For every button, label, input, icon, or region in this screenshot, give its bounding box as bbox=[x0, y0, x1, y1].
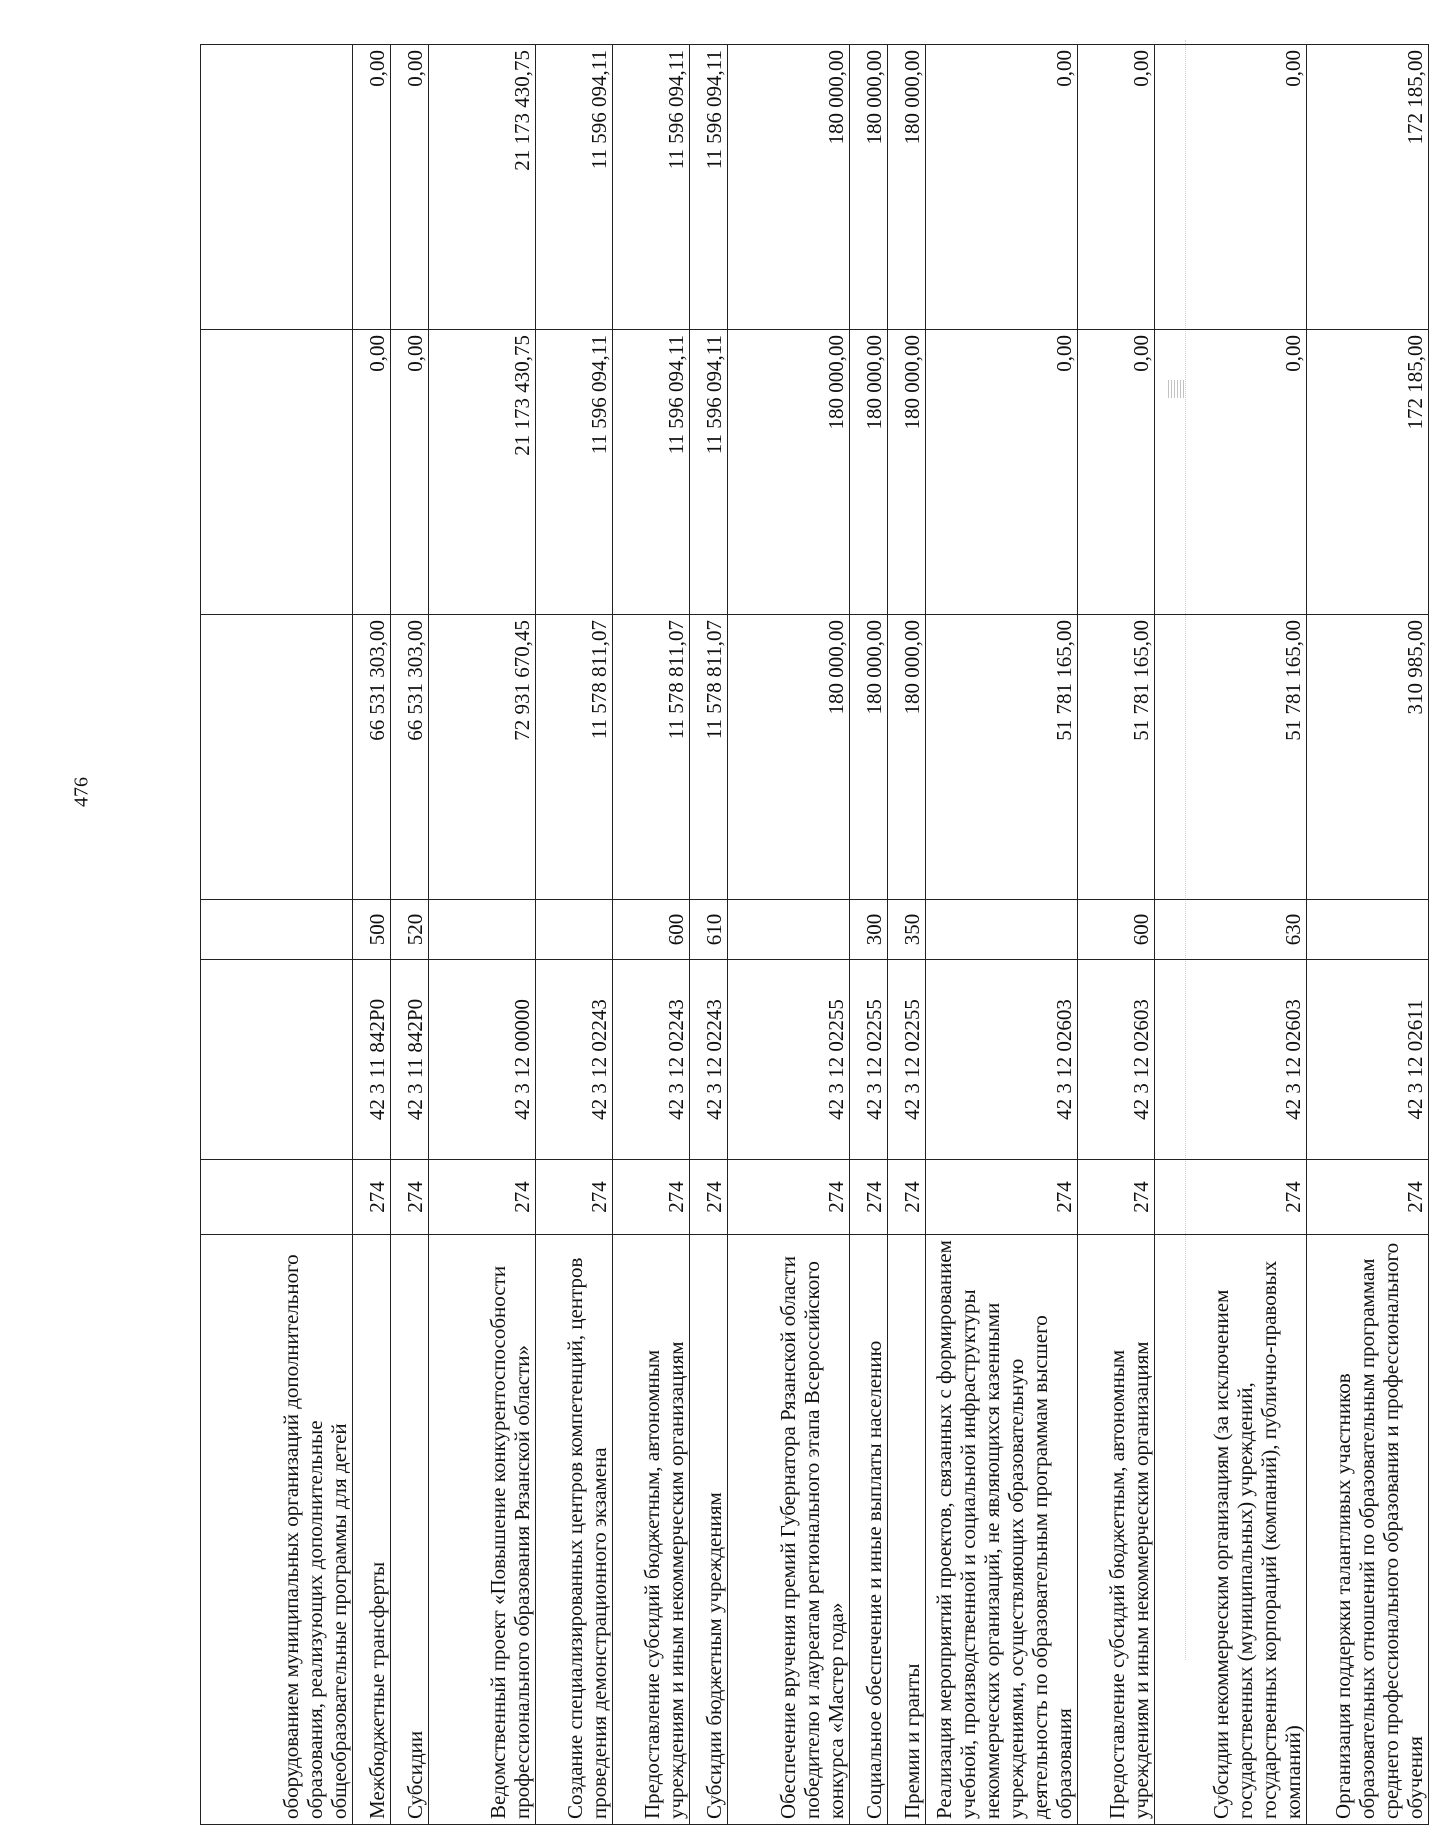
table-row bbox=[728, 45, 850, 1825]
row-amount-3: 0,00 bbox=[353, 45, 391, 330]
row-gr-code: 274 bbox=[888, 1160, 926, 1235]
row-gr-code: 274 bbox=[429, 1160, 536, 1235]
row-vr-code bbox=[728, 900, 850, 960]
row-amount-1: 51 781 165,00 bbox=[926, 615, 1078, 900]
row-name: Организация поддержки талантливых участников образовательных отношений по образовательным программам среднего профессионального образования и профессионального обучения bbox=[1307, 1235, 1429, 1825]
row-amount-2: 180 000,00 bbox=[850, 330, 888, 615]
row-amount-1: 66 531 303,00 bbox=[353, 615, 391, 900]
row-gr-code: 274 bbox=[690, 1160, 728, 1235]
row-gr-code: 274 bbox=[1155, 1160, 1307, 1235]
row-gr-code: 274 bbox=[850, 1160, 888, 1235]
table-row bbox=[926, 45, 1078, 1825]
row-gr-code: 274 bbox=[613, 1160, 690, 1235]
row-gr-code: 274 bbox=[353, 1160, 391, 1235]
row-amount-1: 51 781 165,00 bbox=[1078, 615, 1155, 900]
rotated-table bbox=[200, 45, 1427, 1825]
row-amount-2: 0,00 bbox=[391, 330, 429, 615]
row-csr-code: 42 3 11 842P0 bbox=[353, 960, 391, 1160]
table-row bbox=[1155, 45, 1307, 1825]
row-name: Предоставление субсидий бюджетным, автономным учреждениям и иным некоммерческим организациям bbox=[613, 1235, 690, 1825]
row-csr-code: 42 3 12 02255 bbox=[888, 960, 926, 1160]
table-row bbox=[850, 45, 888, 1825]
row-vr-code bbox=[429, 900, 536, 960]
row-csr-code: 42 3 12 02243 bbox=[690, 960, 728, 1160]
row-csr-code: 42 3 12 00000 bbox=[429, 960, 536, 1160]
row-vr-code: 300 bbox=[850, 900, 888, 960]
row-amount-2: 21 173 430,75 bbox=[429, 330, 536, 615]
row-csr-code bbox=[201, 960, 353, 1160]
row-csr-code: 42 3 12 02603 bbox=[1155, 960, 1307, 1160]
row-amount-1: 180 000,00 bbox=[888, 615, 926, 900]
row-amount-3: 0,00 bbox=[1155, 45, 1307, 330]
table-body bbox=[201, 45, 1429, 1825]
row-vr-code bbox=[926, 900, 1078, 960]
row-csr-code: 42 3 12 02611 bbox=[1307, 960, 1429, 1160]
row-name: Социальное обеспечение и иные выплаты населению bbox=[850, 1235, 888, 1825]
row-amount-1: 180 000,00 bbox=[850, 615, 888, 900]
row-amount-3: 180 000,00 bbox=[850, 45, 888, 330]
row-vr-code: 630 bbox=[1155, 900, 1307, 960]
row-amount-2: 180 000,00 bbox=[728, 330, 850, 615]
row-amount-2: 11 596 094,11 bbox=[613, 330, 690, 615]
row-csr-code: 42 3 12 02603 bbox=[926, 960, 1078, 1160]
row-amount-3: 11 596 094,11 bbox=[536, 45, 613, 330]
row-vr-code: 600 bbox=[1078, 900, 1155, 960]
row-amount-2: 11 596 094,11 bbox=[536, 330, 613, 615]
row-name: Субсидии bbox=[391, 1235, 429, 1825]
row-name: Обеспечение вручения премий Губернатора Рязанской области победителю и лауреатам регионального этапа Всероссийского конкурса «Мастер года» bbox=[728, 1235, 850, 1825]
table-row bbox=[391, 45, 429, 1825]
row-name: Субсидии бюджетным учреждениям bbox=[690, 1235, 728, 1825]
table-row bbox=[613, 45, 690, 1825]
row-amount-2: 0,00 bbox=[926, 330, 1078, 615]
row-amount-1: 11 578 811,07 bbox=[613, 615, 690, 900]
row-gr-code: 274 bbox=[1307, 1160, 1429, 1235]
row-amount-2: 180 000,00 bbox=[888, 330, 926, 615]
row-amount-3: 0,00 bbox=[926, 45, 1078, 330]
row-amount-2: 11 596 094,11 bbox=[690, 330, 728, 615]
table-row bbox=[536, 45, 613, 1825]
row-amount-1: 66 531 303,00 bbox=[391, 615, 429, 900]
row-vr-code: 600 bbox=[613, 900, 690, 960]
row-name: Реализация мероприятий проектов, связанных с формированием учебной, производственной и социальной инфраструктуры некоммерческих организаций, не являющихся казенными учреждениями, осуществляющих образовательную деятельность по образовательным программам высшего образования bbox=[926, 1235, 1078, 1825]
row-name: Ведомственный проект «Повышение конкурентоспособности профессионального образования Рязанской области» bbox=[429, 1235, 536, 1825]
row-csr-code: 42 3 12 02255 bbox=[728, 960, 850, 1160]
row-csr-code: 42 3 12 02243 bbox=[613, 960, 690, 1160]
row-name: Предоставление субсидий бюджетным, автономным учреждениям и иным некоммерческим организациям bbox=[1078, 1235, 1155, 1825]
row-csr-code: 42 3 11 842P0 bbox=[391, 960, 429, 1160]
row-amount-1: 72 931 670,45 bbox=[429, 615, 536, 900]
row-amount-2: 172 185,00 bbox=[1307, 330, 1429, 615]
page-number bbox=[70, 777, 93, 807]
row-vr-code: 350 bbox=[888, 900, 926, 960]
table-row bbox=[429, 45, 536, 1825]
page-number-text: 476 bbox=[70, 777, 93, 807]
row-amount-2: 0,00 bbox=[1078, 330, 1155, 615]
row-amount-3: 11 596 094,11 bbox=[690, 45, 728, 330]
row-gr-code: 274 bbox=[926, 1160, 1078, 1235]
row-amount-1: 11 578 811,07 bbox=[690, 615, 728, 900]
row-amount-3: 0,00 bbox=[1078, 45, 1155, 330]
row-amount-3: 180 000,00 bbox=[888, 45, 926, 330]
row-csr-code: 42 3 12 02243 bbox=[536, 960, 613, 1160]
row-csr-code: 42 3 12 02603 bbox=[1078, 960, 1155, 1160]
row-amount-1: 180 000,00 bbox=[728, 615, 850, 900]
row-amount-2: 0,00 bbox=[353, 330, 391, 615]
row-name: Субсидии некоммерческим организациям (за исключением государственных (муниципальных) учреждений, государственных корпораций (компаний), публично-правовых компаний) bbox=[1155, 1235, 1307, 1825]
row-amount-3: 21 173 430,75 bbox=[429, 45, 536, 330]
row-amount-3: 172 185,00 bbox=[1307, 45, 1429, 330]
row-amount-1: 310 985,00 bbox=[1307, 615, 1429, 900]
row-name: Премии и гранты bbox=[888, 1235, 926, 1825]
row-gr-code: 274 bbox=[1078, 1160, 1155, 1235]
row-vr-code: 610 bbox=[690, 900, 728, 960]
row-gr-code bbox=[201, 1160, 353, 1235]
table-row bbox=[1078, 45, 1155, 1825]
table-row bbox=[201, 45, 353, 1825]
row-amount-3: 11 596 094,11 bbox=[613, 45, 690, 330]
row-vr-code: 520 bbox=[391, 900, 429, 960]
row-name: Межбюджетные трансферты bbox=[353, 1235, 391, 1825]
table-row bbox=[1307, 45, 1429, 1825]
row-vr-code bbox=[1307, 900, 1429, 960]
row-name: оборудованием муниципальных организаций дополнительного образования, реализующих дополнительные общеобразовательные программы для детей bbox=[201, 1235, 353, 1825]
row-gr-code: 274 bbox=[391, 1160, 429, 1235]
row-vr-code bbox=[536, 900, 613, 960]
table-row bbox=[353, 45, 391, 1825]
row-gr-code: 274 bbox=[728, 1160, 850, 1235]
row-gr-code: 274 bbox=[536, 1160, 613, 1235]
row-amount-1 bbox=[201, 615, 353, 900]
row-amount-3: 180 000,00 bbox=[728, 45, 850, 330]
row-amount-1: 11 578 811,07 bbox=[536, 615, 613, 900]
row-name: Создание специализированных центров компетенций, центров проведения демонстрационного экзамена bbox=[536, 1235, 613, 1825]
row-vr-code: 500 bbox=[353, 900, 391, 960]
table-anchor bbox=[279, 50, 1427, 1819]
row-amount-2 bbox=[201, 330, 353, 615]
row-vr-code bbox=[201, 900, 353, 960]
budget-table bbox=[200, 44, 1429, 1825]
table-row bbox=[888, 45, 926, 1825]
row-csr-code: 42 3 12 02255 bbox=[850, 960, 888, 1160]
row-amount-3: 0,00 bbox=[391, 45, 429, 330]
row-amount-3 bbox=[201, 45, 353, 330]
table-row bbox=[690, 45, 728, 1825]
row-amount-1: 51 781 165,00 bbox=[1155, 615, 1307, 900]
row-amount-2: 0,00 bbox=[1155, 330, 1307, 615]
